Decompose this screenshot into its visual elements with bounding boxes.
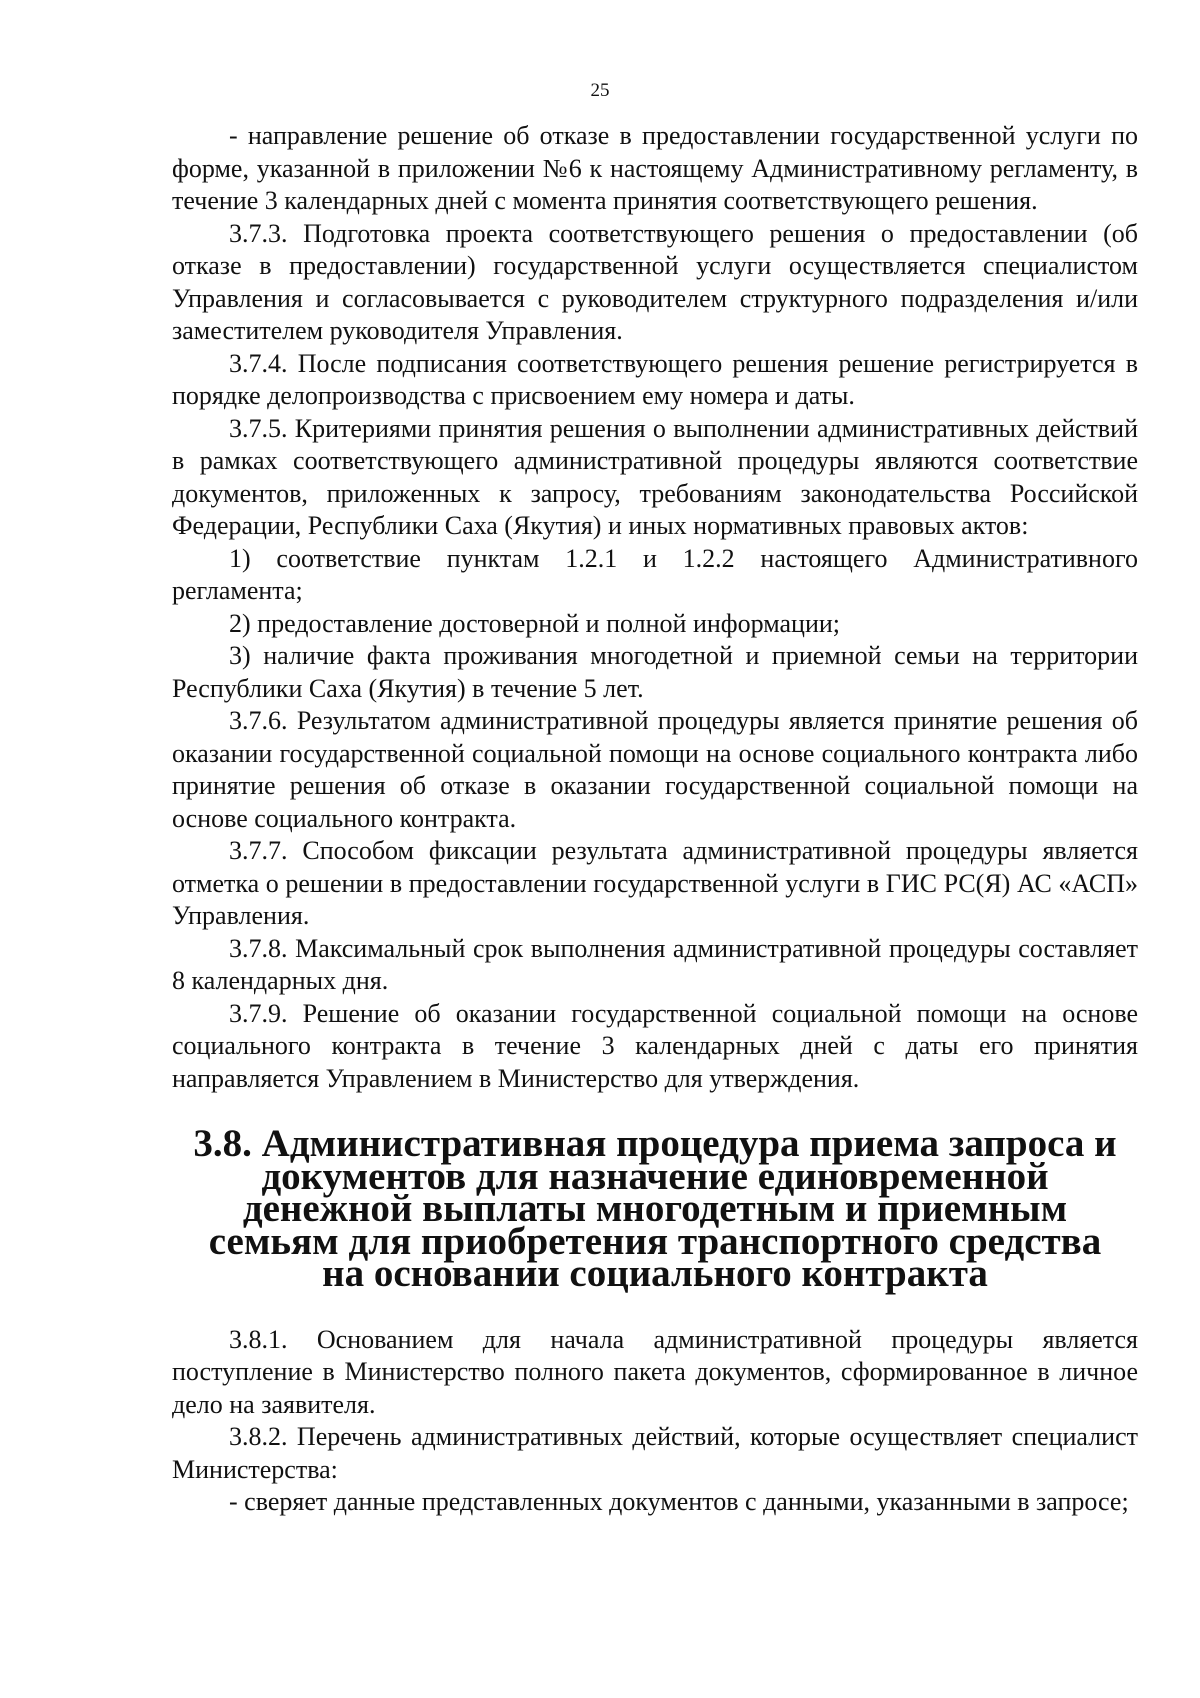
paragraph-3-7-8: 3.7.8. Максимальный срок выполнения административной процедуры составляет 8 календарных дня. bbox=[172, 933, 1138, 995]
page-number: 25 bbox=[590, 80, 610, 101]
paragraph-3-7-9: 3.7.9. Решение об оказании государственной социальной помощи на основе социального контракта в течение 3 календарных дней с даты его принятия направляется Управлением в Министерство для утверждения. bbox=[172, 998, 1138, 1093]
paragraph-refusal-direction: - направление решение об отказе в предоставлении государственной услуги по форме, указанной в приложении №6 к настоящему Административному регламенту, в течение 3 календарных дней с момента принятия соответствующего решения. bbox=[172, 121, 1138, 215]
paragraph-3-7-4: 3.7.4. После подписания соответствующего решения решение регистрируется в порядке делопроизводства с присвоением ему номера и даты. bbox=[172, 348, 1138, 410]
paragraph-3-7-3: 3.7.3. Подготовка проекта соответствующего решения о предоставлении (об отказе в предоставлении) государственной услуги осуществляется специалистом Управления и согласовывается с руководителем структурного подразделения и/или заместителем руководителя Управления. bbox=[172, 218, 1138, 345]
list-item-verify-documents: - сверяет данные представленных документов с данными, указанными в запросе; bbox=[229, 1487, 1129, 1516]
document-body bbox=[172, 120, 1138, 1519]
paragraph-3-7-6: 3.7.6. Результатом административной процедуры является принятие решения об оказании государственной социальной помощи на основе социального контракта либо принятие решения об отказе в оказании государственной социальной помощи на основе социального контракта. bbox=[172, 706, 1138, 833]
paragraph-3-8-2: 3.8.2. Перечень административных действий, которые осуществляет специалист Министерства: bbox=[172, 1422, 1138, 1484]
list-item-criterion-3: 3) наличие факта проживания многодетной и приемной семьи на территории Республики Саха (Якутия) в течение 5 лет. bbox=[172, 641, 1138, 703]
paragraph-3-7-7: 3.7.7. Способом фиксации результата административной процедуры является отметка о решении в предоставлении государственной услуги в ГИС РС(Я) АС «АСП» Управления. bbox=[172, 836, 1138, 930]
paragraph-3-7-5: 3.7.5. Критериями принятия решения о выполнении административных действий в рамках соответствующего административной процедуры являются соответствие документов, приложенных к запросу, требованиям законодательства Российской Федерации, Республики Саха (Якутия) и иных нормативных правовых актов: bbox=[172, 413, 1138, 540]
paragraph-3-8-1: 3.8.1. Основанием для начала административной процедуры является поступление в Министерство полного пакета документов, сформированное в личное дело на заявителя. bbox=[172, 1324, 1138, 1419]
list-item-criterion-1: 1) соответствие пунктам 1.2.1 и 1.2.2 настоящего Административного регламента; bbox=[172, 543, 1138, 605]
list-item-criterion-2: 2) предоставление достоверной и полной информации; bbox=[229, 608, 840, 638]
section-heading-3-8: 3.8. Административная процедура приема запроса и документов для назначение единовременной денежной выплаты многодетным и приемным семьям для приобретения транспортного средства на основании социального контракта bbox=[193, 1122, 1117, 1295]
